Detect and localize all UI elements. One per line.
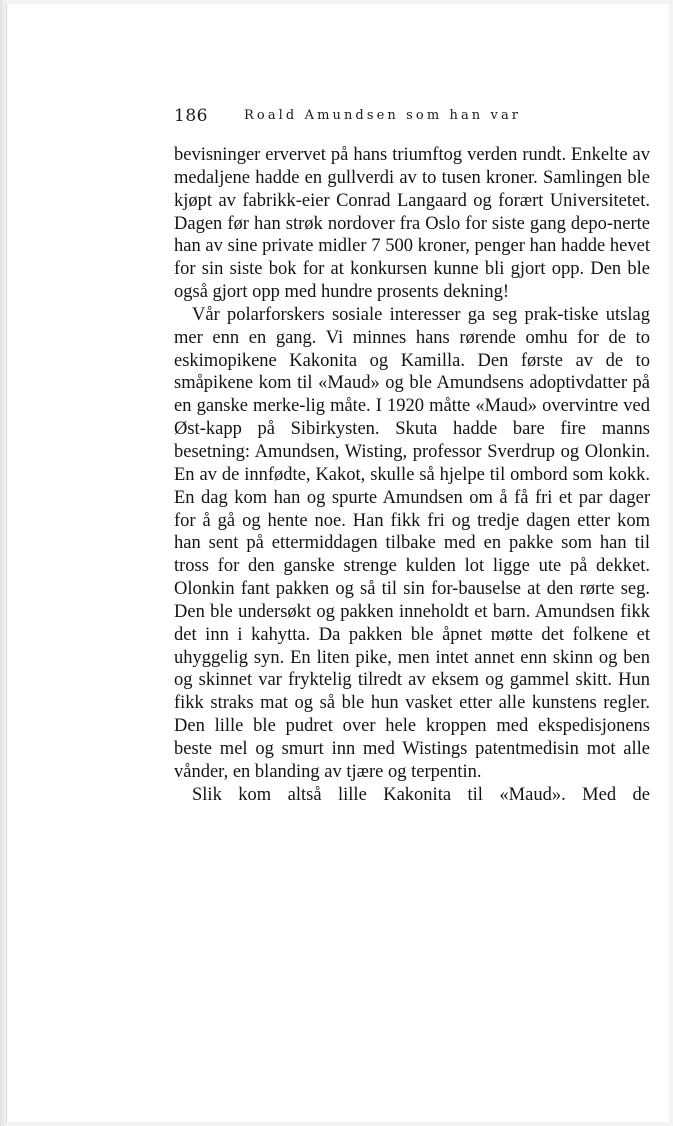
paragraph-3: Slik kom altså lille Kakonita til «Maud». Med de bbox=[192, 784, 650, 805]
paragraph-1: bevisninger ervervet på hans triumftog verden rundt. Enkelte av medaljene hadde en gullverdi av to tusen kroner. Samlingen ble kjøpt av fabrikk-eier Conrad Langaard og forært Universitetet. Dagen før han strøk nordover fra Oslo for siste gang depo-nerte han av sine private midler 7 500 kroner, penger han hadde hevet for sin siste bok for at konkursen kunne bli gjort opp. Den ble også gjort opp med hundre prosents dekning! bbox=[174, 145, 650, 303]
page-number: 186 bbox=[174, 106, 208, 126]
page-header bbox=[174, 106, 652, 130]
body-text bbox=[174, 144, 650, 806]
paragraph-2: Vår polarforskers sosiale interesser ga seg prak-tiske utslag mer enn en gang. Vi minnes hans rørende omhu for de to eskimopikene Kakonita og Kamilla. Den første av de to småpikene kom til «Maud» og ble Amundsens adoptivdatter på en ganske merke-lig måte. I 1920 måtte «Maud» overvintre ved Øst-kapp på Sibirkysten. Skuta hadde bare fire manns besetning: Amundsen, Wisting, professor Sverdrup og Olonkin. En av de innfødte, Kakot, skulle så hjelpe til ombord som kokk. En dag kom han og spurte Amundsen om å få fri et par dager for å gå og hente noe. Han fikk fri og tredje dagen etter kom han sent på ettermiddagen tilbake med en pakke som han til tross for den ganske strenge kulden lot ligge ute på dekket. Olonkin fant pakken og så til sin for-bauselse at den rørte seg. Den ble undersøkt og pakken inneholdt et barn. Amundsen fikk det inn i kahytta. Da pakken ble åpnet møtte det folkene et uhyggelig syn. En liten pike, men intet annet enn skinn og ben og skinnet var fryktelig tilredt av eksem og gammel skitt. Hun fikk straks mat og så ble hun vasket etter alle kunstens regler. Den lille ble pudret over hele kroppen med ekspedisjonens beste mel og smurt inn med Wistings patentmedisin mot alle vånder, en blanding av tjære og terpentin. bbox=[174, 304, 650, 782]
running-title: Roald Amundsen som han var bbox=[244, 108, 522, 123]
